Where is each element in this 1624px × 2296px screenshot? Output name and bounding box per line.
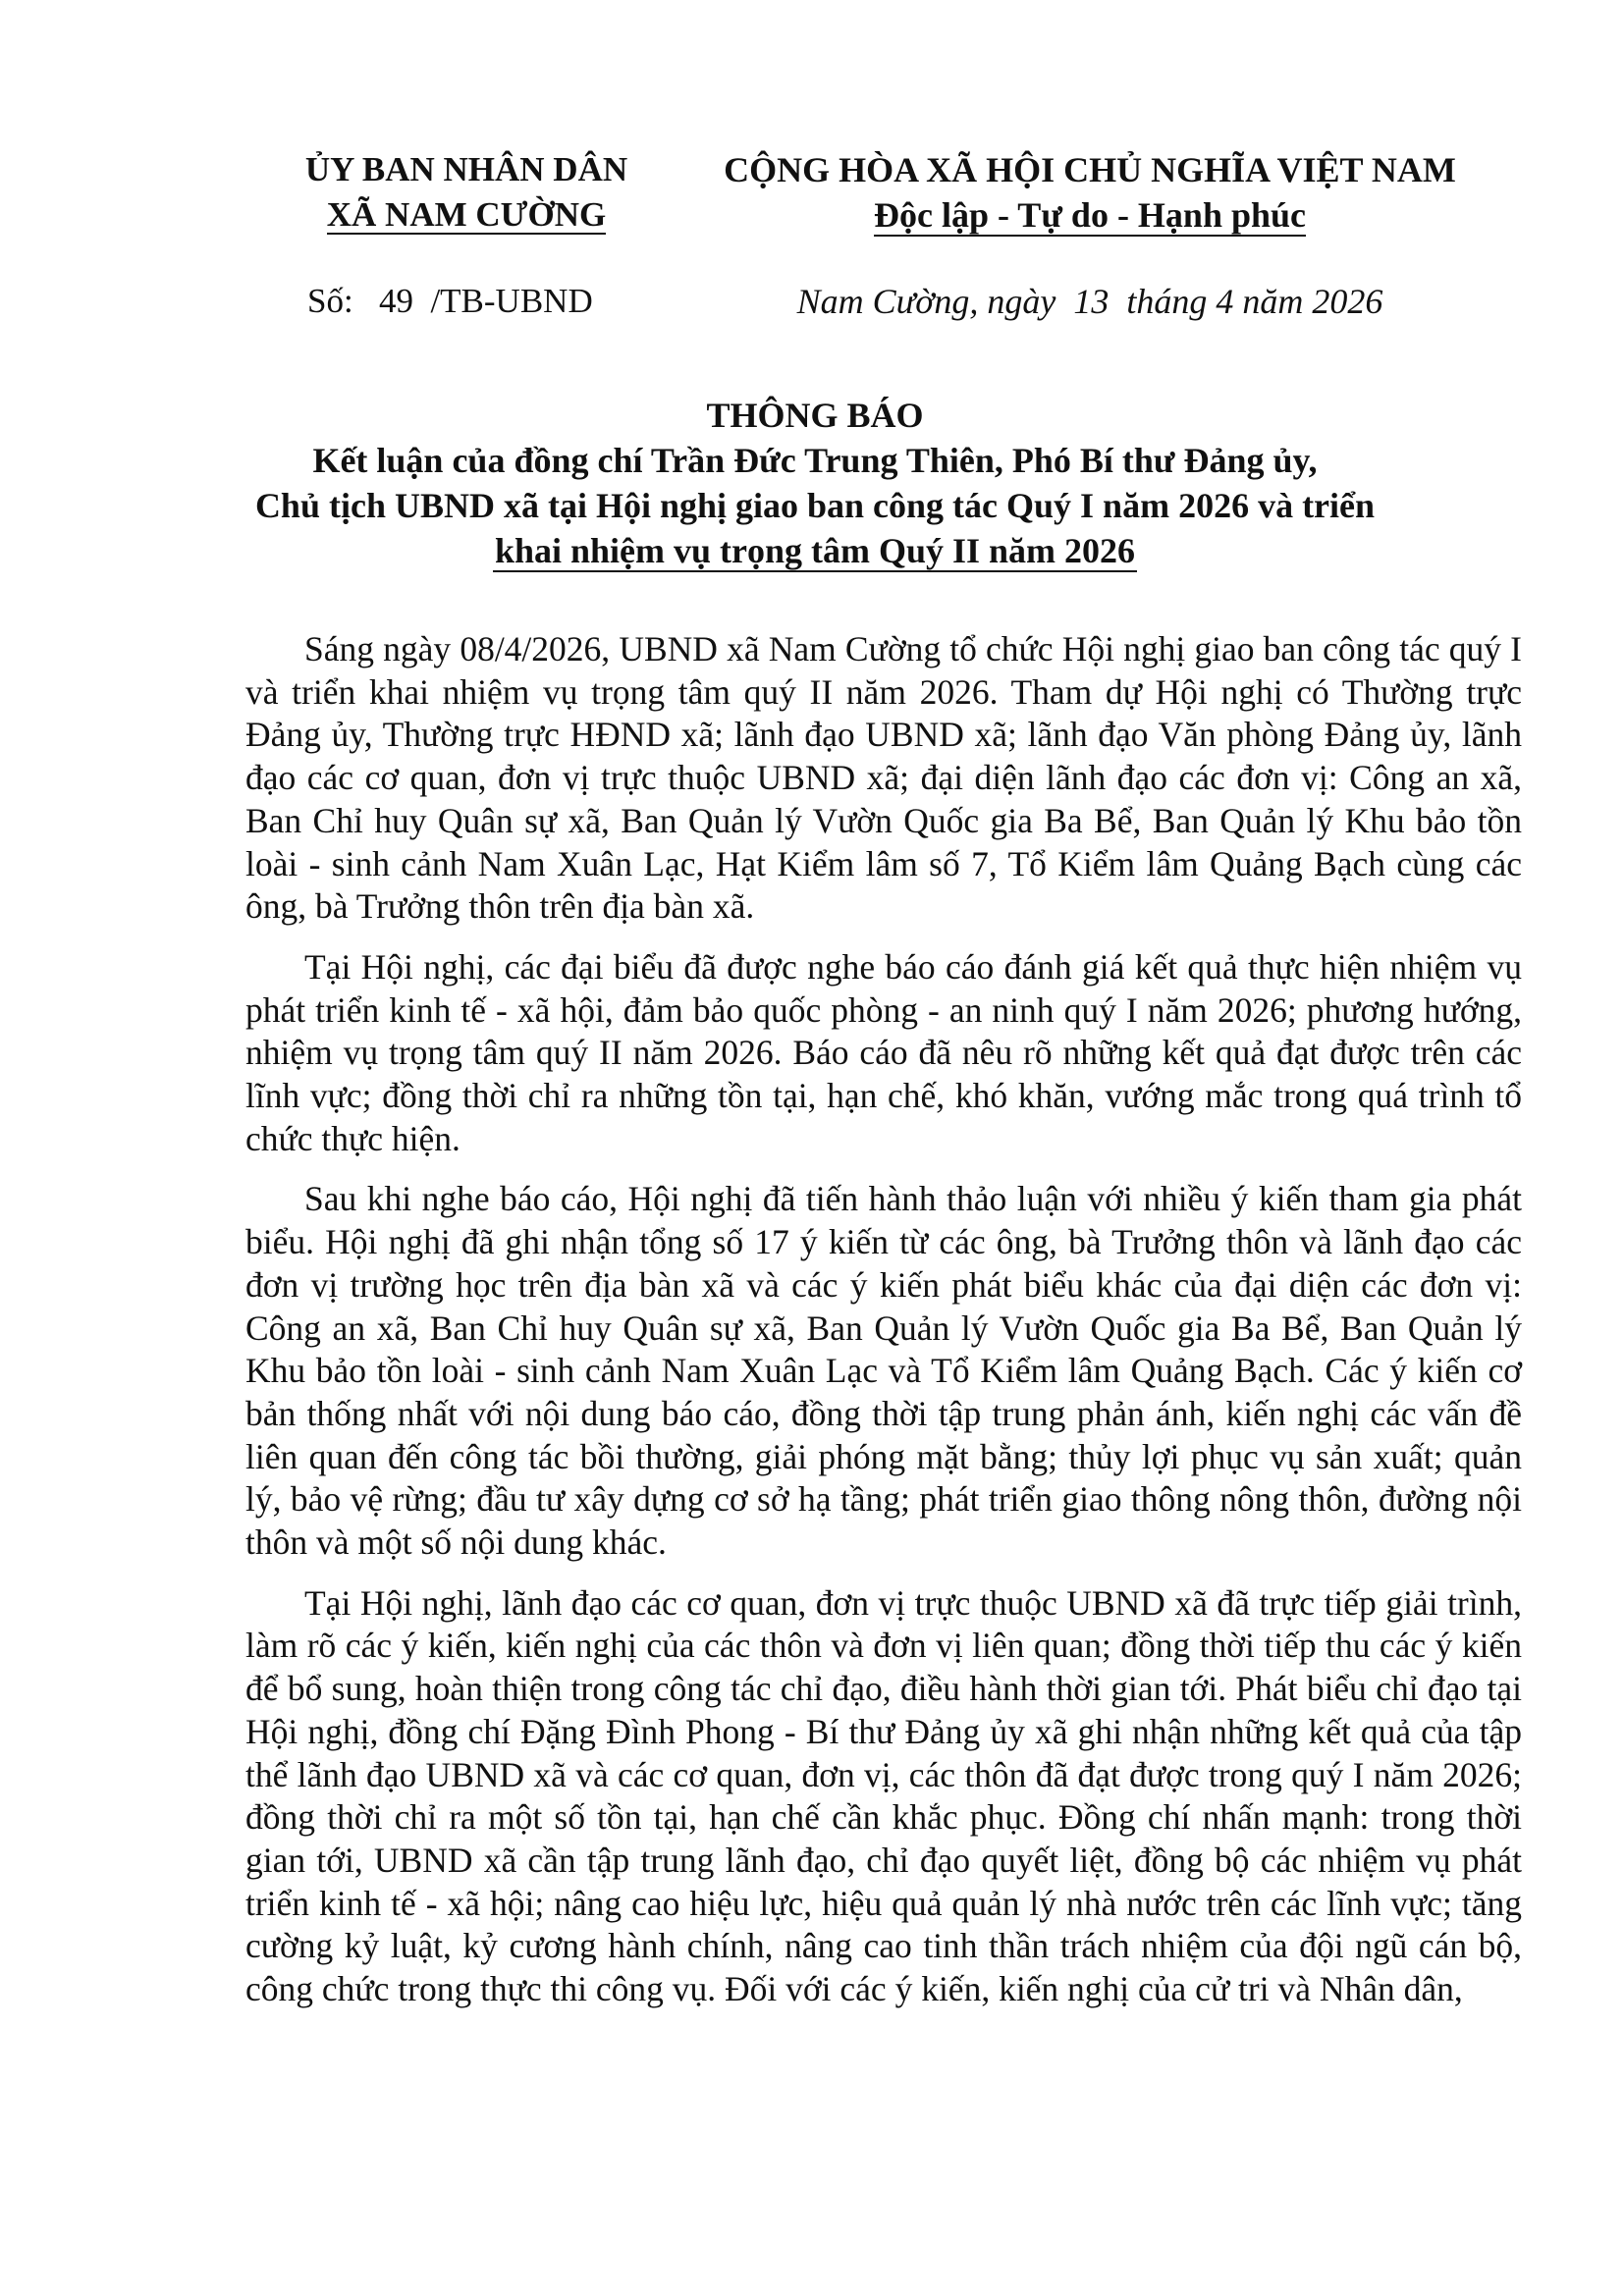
body-paragraph: Sau khi nghe báo cáo, Hội nghị đã tiến hành thảo luận với nhiều ý kiến tham gia phát biểu. Hội nghị đã ghi nhận tổng số 17 ý kiến từ các ông, bà Trưởng thôn và lãnh đạo các đơn vị trường học trên địa bàn xã và các ý kiến phát biểu khác của đại diện các đơn vị: Công an xã, Ban Chỉ huy Quân sự xã, Ban Quản lý Vườn Quốc gia Ba Bể, Ban Quản lý Khu bảo tồn loài - sinh cảnh Nam Xuân Lạc và Tổ Kiểm lâm Quảng Bạch. Các ý kiến cơ bản thống nhất với nội dung báo cáo, đồng thời tập trung phản ánh, kiến nghị các vấn đề liên quan đến công tác bồi thường, giải phóng mặt bằng; thủy lợi phục vụ sản xuất; quản lý, bảo vệ rừng; đầu tư xây dựng cơ sở hạ tầng; phát triển giao thông nông thôn, đường nội thôn và một số nội dung khác. bbox=[245, 1179, 1522, 1563]
authority-line-1: ỦY BAN NHÂN DÂN bbox=[304, 150, 628, 188]
title-line-2: Chủ tịch UBND xã tại Hội nghị giao ban công tác Quý I năm 2026 và triển bbox=[254, 486, 1376, 525]
motto: Độc lập - Tự do - Hạnh phúc bbox=[873, 195, 1307, 235]
document-body bbox=[245, 628, 1522, 2029]
title-heading: THÔNG BÁO bbox=[706, 396, 924, 435]
title-line-3: khai nhiệm vụ trọng tâm Quý II năm 2026 bbox=[494, 531, 1136, 570]
document-title bbox=[196, 393, 1434, 573]
document-number: Số: 49 /TB-UBND bbox=[307, 282, 593, 320]
authority-line-2: XÃ NAM CƯỜNG bbox=[326, 195, 607, 234]
title-line-1: Kết luận của đồng chí Trần Đức Trung Thiên, Phó Bí thư Đảng ủy, bbox=[312, 441, 1318, 480]
place-and-date: Nam Cường, ngày 13 tháng 4 năm 2026 bbox=[796, 282, 1383, 321]
body-paragraph: Tại Hội nghị, các đại biểu đã được nghe báo cáo đánh giá kết quả thực hiện nhiệm vụ phát triển kinh tế - xã hội, đảm bảo quốc phòng - an ninh quý I năm 2026; phương hướng, nhiệm vụ trọng tâm quý II năm 2026. Báo cáo đã nêu rõ những kết quả đạt được trên các lĩnh vực; đồng thời chỉ ra những tồn tại, hạn chế, khó khăn, vướng mắc trong quá trình tổ chức thực hiện. bbox=[245, 946, 1522, 1158]
national-motto bbox=[687, 147, 1492, 238]
nation-name: CỘNG HÒA XÃ HỘI CHỦ NGHĨA VIỆT NAM bbox=[724, 150, 1456, 189]
issuing-authority bbox=[270, 147, 663, 238]
body-paragraph: Sáng ngày 08/4/2026, UBND xã Nam Cường tổ chức Hội nghị giao ban công tác quý I và triển khai nhiệm vụ trọng tâm quý II năm 2026. Tham dự Hội nghị có Thường trực Đảng ủy, Thường trực HĐND xã; lãnh đạo UBND xã; lãnh đạo Văn phòng Đảng ủy, lãnh đạo các cơ quan, đơn vị trực thuộc UBND xã; đại diện lãnh đạo các đơn vị: Công an xã, Ban Chỉ huy Quân sự xã, Ban Quản lý Vườn Quốc gia Ba Bể, Ban Quản lý Khu bảo tồn loài - sinh cảnh Nam Xuân Lạc, Hạt Kiểm lâm số 7, Tổ Kiểm lâm Quảng Bạch cùng các ông, bà Trưởng thôn trên địa bàn xã. bbox=[245, 629, 1522, 927]
body-paragraph: Tại Hội nghị, lãnh đạo các cơ quan, đơn vị trực thuộc UBND xã đã trực tiếp giải trình, làm rõ các ý kiến, kiến nghị của các thôn và đơn vị liên quan; đồng thời tiếp thu các ý kiến để bổ sung, hoàn thiện trong công tác chỉ đạo, điều hành thời gian tới. Phát biểu chỉ đạo tại Hội nghị, đồng chí Đặng Đình Phong - Bí thư Đảng ủy xã ghi nhận những kết quả của tập thể lãnh đạo UBND xã và các cơ quan, đơn vị, các thôn đã đạt được trong quý I năm 2026; đồng thời chỉ ra một số tồn tại, hạn chế cần khắc phục. Đồng chí nhấn mạnh: trong thời gian tới, UBND xã cần tập trung lãnh đạo, chỉ đạo quyết liệt, đồng bộ các nhiệm vụ phát triển kinh tế - xã hội; nâng cao hiệu lực, hiệu quả quản lý nhà nước trên các lĩnh vực; tăng cường kỷ luật, kỷ cương hành chính, nâng cao tinh thần trách nhiệm của đội ngũ cán bộ, công chức trong thực thi công vụ. Đối với các ý kiến, kiến nghị của cử tri và Nhân dân, bbox=[245, 1582, 1522, 2009]
